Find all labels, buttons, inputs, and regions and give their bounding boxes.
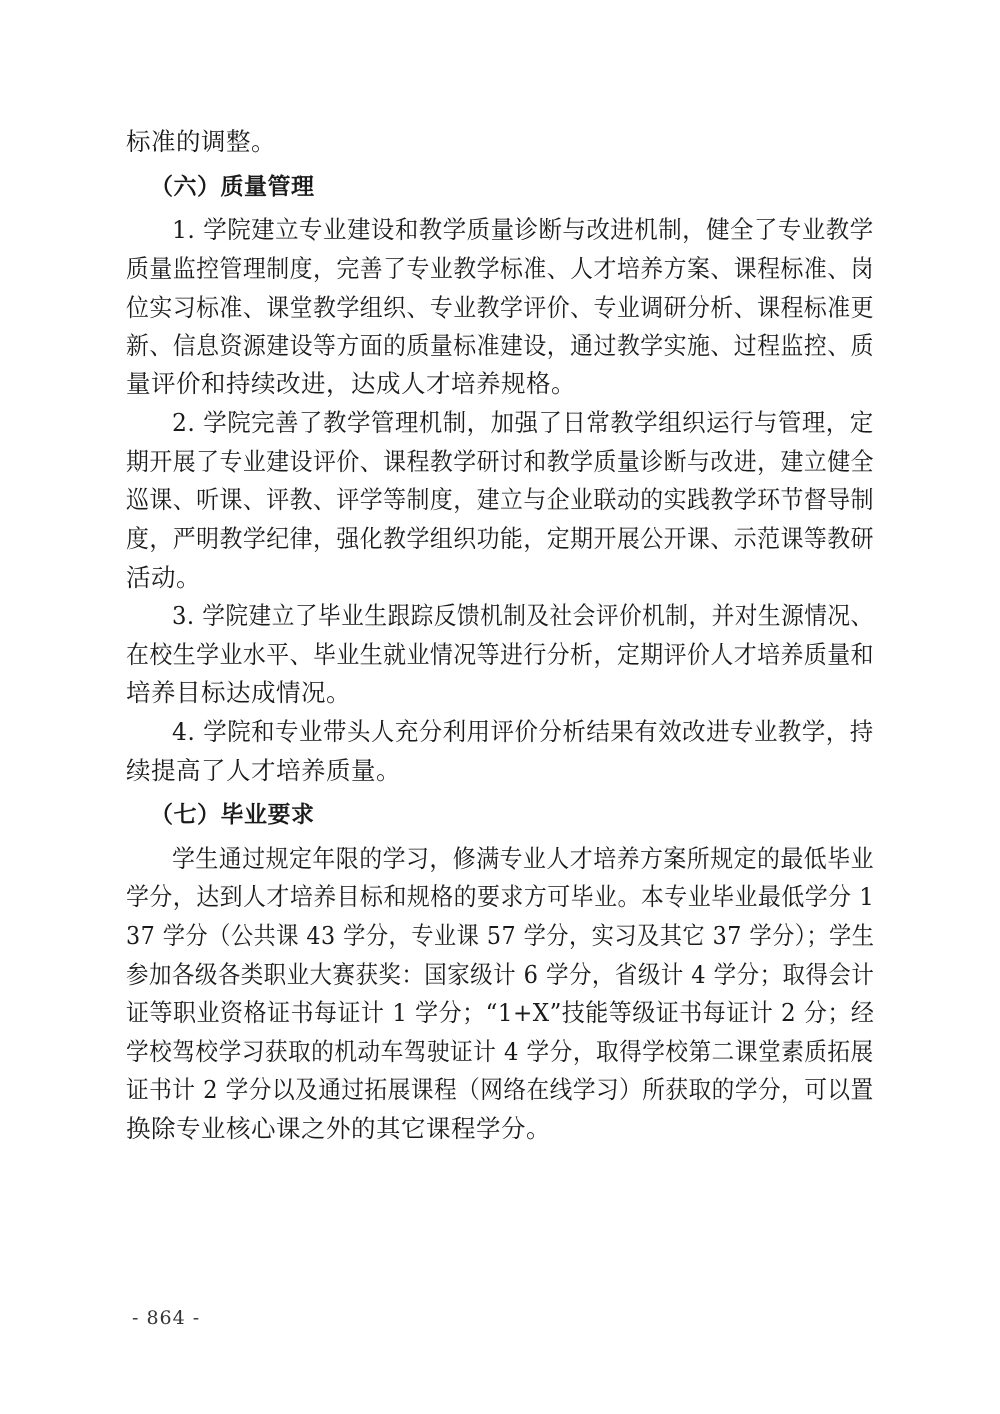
text-line: 37 学分（公共课 43 学分，专业课 57 学分，实习及其它 37 学分）；学生: [126, 921, 875, 950]
section-heading: （七）毕业要求: [150, 802, 315, 828]
text-line: 期开展了专业建设评价、课程教学研讨和教学质量诊断与改进，建立健全: [126, 447, 874, 476]
paragraph-start-line: 3. 学院建立了毕业生跟踪反馈机制及社会评价机制，并对生源情况、: [172, 601, 874, 630]
text-line: 参加各级各类职业大赛获奖：国家级计 6 学分，省级计 4 学分；取得会计: [126, 960, 875, 989]
section-heading: （六）质量管理: [150, 174, 315, 200]
paragraph-start-line: 1. 学院建立专业建设和教学质量诊断与改进机制，健全了专业教学: [172, 215, 874, 244]
text-line: 换除专业核心课之外的其它课程学分。: [126, 1114, 551, 1143]
text-line: 活动。: [126, 563, 201, 592]
paragraph-start-line: 学生通过规定年限的学习，修满专业人才培养方案所规定的最低毕业: [172, 844, 874, 873]
text-line: 续提高了人才培养质量。: [126, 756, 401, 785]
text-line: 位实习标准、课堂教学组织、专业教学评价、专业调研分析、课程标准更: [126, 293, 874, 322]
text-line: 巡课、听课、评教、评学等制度，建立与企业联动的实践教学环节督导制: [126, 485, 874, 514]
text-line: 度，严明教学纪律，强化教学组织功能，定期开展公开课、示范课等教研: [126, 524, 874, 553]
text-line: 证等职业资格证书每证计 1 学分；“1+X”技能等级证书每证计 2 分；经: [126, 998, 875, 1027]
text-line: 标准的调整。: [126, 127, 276, 156]
text-line: 学校驾校学习获取的机动车驾驶证计 4 学分，取得学校第二课堂素质拓展: [126, 1037, 874, 1066]
paragraph-start-line: 2. 学院完善了教学管理机制，加强了日常教学组织运行与管理，定: [172, 408, 874, 437]
text-line: 质量监控管理制度，完善了专业教学标准、人才培养方案、课程标准、岗: [126, 254, 874, 283]
page-number: - 864 -: [132, 1307, 201, 1329]
text-line: 学分，达到人才培养目标和规格的要求方可毕业。本专业毕业最低学分 1: [126, 882, 875, 911]
text-line: 量评价和持续改进，达成人才培养规格。: [126, 369, 576, 398]
text-line: 培养目标达成情况。: [126, 678, 351, 707]
text-line: 新、信息资源建设等方面的质量标准建设，通过教学实施、过程监控、质: [126, 331, 874, 360]
paragraph-start-line: 4. 学院和专业带头人充分利用评价分析结果有效改进专业教学，持: [172, 717, 874, 746]
text-line: 证书计 2 学分以及通过拓展课程（网络在线学习）所获取的学分，可以置: [126, 1075, 874, 1104]
text-line: 在校生学业水平、毕业生就业情况等进行分析，定期评价人才培养质量和: [126, 640, 874, 669]
